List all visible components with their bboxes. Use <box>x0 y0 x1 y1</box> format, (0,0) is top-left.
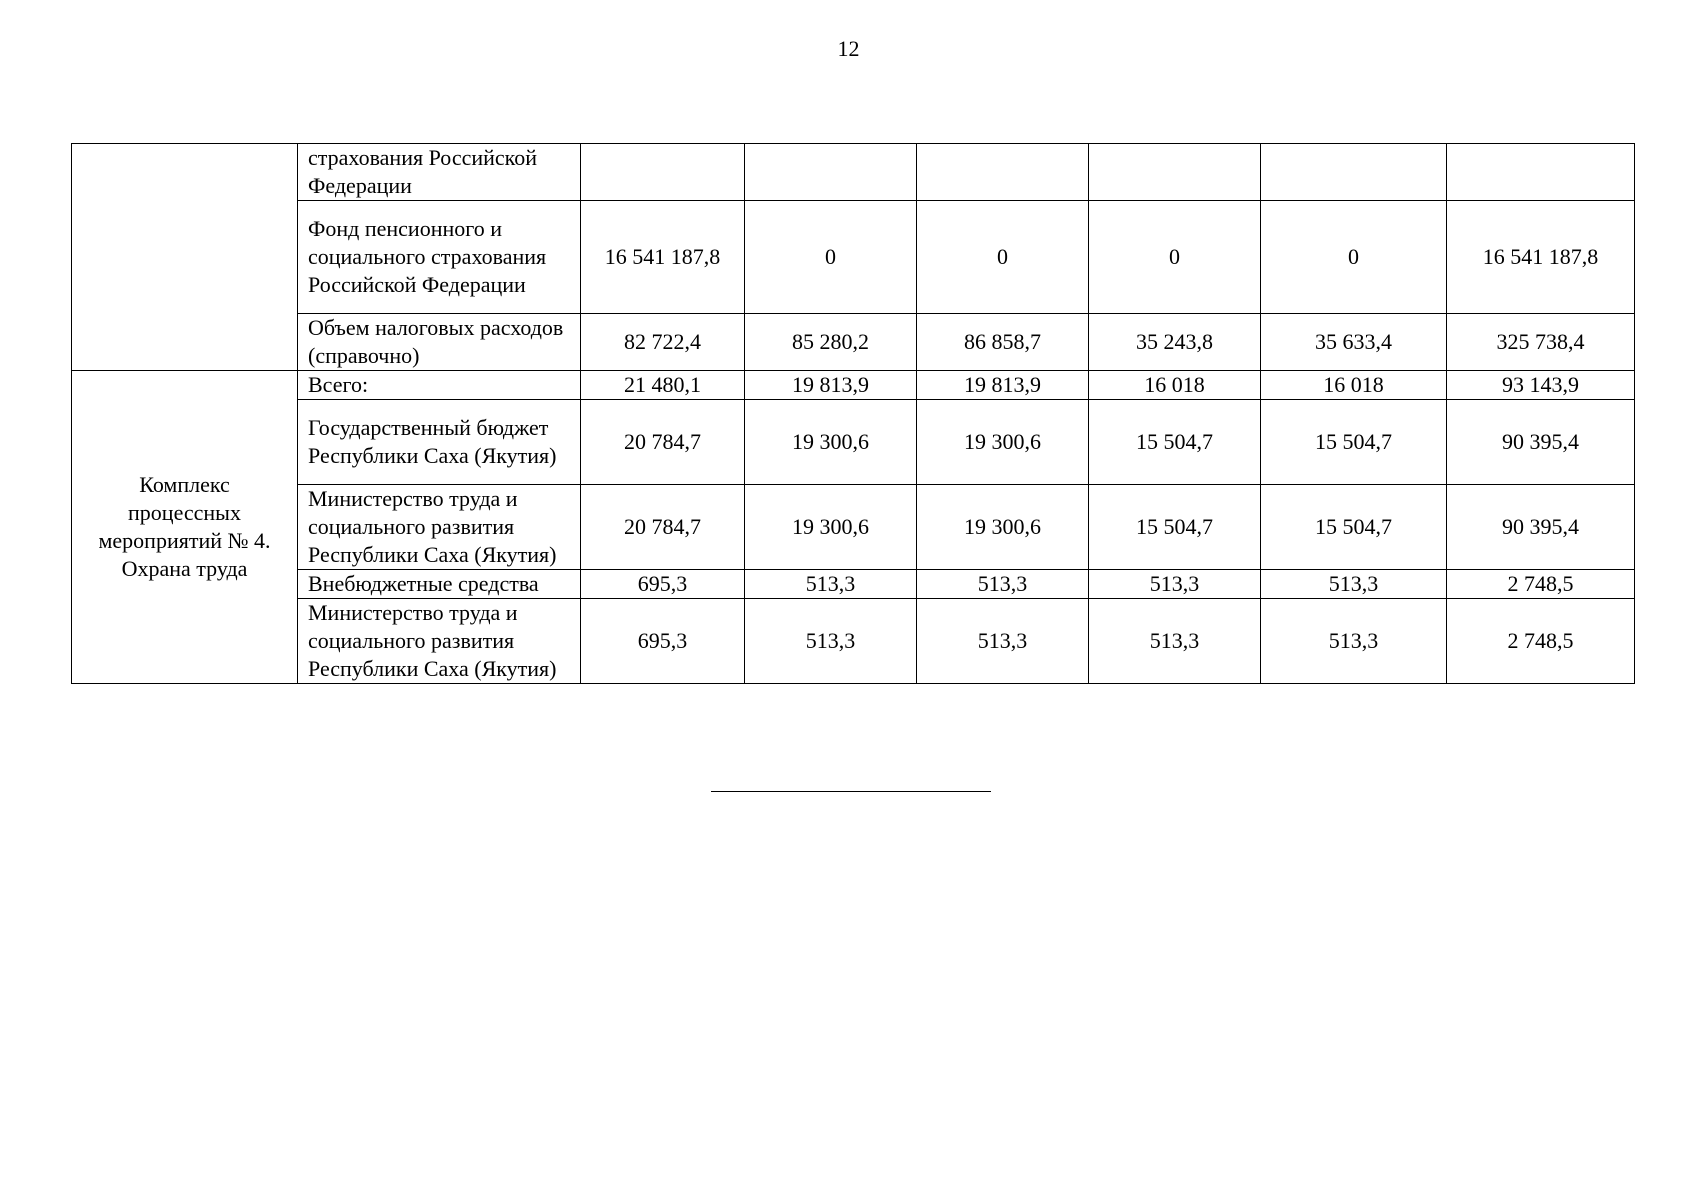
program-cell <box>72 144 298 371</box>
value-cell: 82 722,4 <box>581 314 745 371</box>
end-of-document-line <box>711 791 991 792</box>
value-cell <box>1261 144 1447 201</box>
value-cell: 513,3 <box>917 570 1089 599</box>
value-cell <box>1089 144 1261 201</box>
value-cell: 513,3 <box>745 599 917 684</box>
table-row <box>72 485 1635 570</box>
total-cell: 93 143,9 <box>1447 371 1635 400</box>
funding-source-cell: Объем налоговых расходов (справочно) <box>298 314 581 371</box>
value-cell: 16 018 <box>1261 371 1447 400</box>
table-row <box>72 400 1635 485</box>
value-cell: 19 300,6 <box>917 485 1089 570</box>
funding-source-cell: страхования Российской Федерации <box>298 144 581 201</box>
total-cell: 16 541 187,8 <box>1447 201 1635 314</box>
table-row <box>72 201 1635 314</box>
value-cell: 35 633,4 <box>1261 314 1447 371</box>
value-cell: 0 <box>1261 201 1447 314</box>
value-cell: 21 480,1 <box>581 371 745 400</box>
value-cell: 19 300,6 <box>917 400 1089 485</box>
value-cell: 15 504,7 <box>1261 485 1447 570</box>
value-cell: 19 813,9 <box>745 371 917 400</box>
value-cell: 513,3 <box>1261 599 1447 684</box>
value-cell <box>581 144 745 201</box>
value-cell: 513,3 <box>1089 570 1261 599</box>
funding-source-cell: Фонд пенсионного и социального страхования Российской Федерации <box>298 201 581 314</box>
value-cell: 19 813,9 <box>917 371 1089 400</box>
page-number: 12 <box>837 36 860 61</box>
value-cell: 695,3 <box>581 599 745 684</box>
value-cell: 20 784,7 <box>581 400 745 485</box>
value-cell: 86 858,7 <box>917 314 1089 371</box>
value-cell <box>917 144 1089 201</box>
program-cell: Комплекс процессных мероприятий № 4. Охрана труда <box>72 371 298 684</box>
value-cell: 513,3 <box>1261 570 1447 599</box>
value-cell: 15 504,7 <box>1261 400 1447 485</box>
value-cell: 16 018 <box>1089 371 1261 400</box>
value-cell: 0 <box>745 201 917 314</box>
value-cell: 0 <box>1089 201 1261 314</box>
budget-table <box>71 143 1635 684</box>
table-row <box>72 599 1635 684</box>
table-row <box>72 314 1635 371</box>
funding-source-cell: Министерство труда и социального развития Республики Саха (Якутия) <box>298 599 581 684</box>
value-cell: 16 541 187,8 <box>581 201 745 314</box>
value-cell: 20 784,7 <box>581 485 745 570</box>
value-cell: 513,3 <box>1089 599 1261 684</box>
total-cell: 325 738,4 <box>1447 314 1635 371</box>
table-row <box>72 570 1635 599</box>
value-cell: 695,3 <box>581 570 745 599</box>
total-cell: 2 748,5 <box>1447 570 1635 599</box>
value-cell: 19 300,6 <box>745 400 917 485</box>
value-cell: 85 280,2 <box>745 314 917 371</box>
value-cell: 35 243,8 <box>1089 314 1261 371</box>
total-cell: 90 395,4 <box>1447 400 1635 485</box>
value-cell: 19 300,6 <box>745 485 917 570</box>
total-cell: 90 395,4 <box>1447 485 1635 570</box>
funding-source-cell: Государственный бюджет Республики Саха (Якутия) <box>298 400 581 485</box>
total-cell: 2 748,5 <box>1447 599 1635 684</box>
value-cell: 0 <box>917 201 1089 314</box>
value-cell: 513,3 <box>745 570 917 599</box>
table-row <box>72 144 1635 201</box>
funding-source-cell: Министерство труда и социального развития Республики Саха (Якутия) <box>298 485 581 570</box>
value-cell: 15 504,7 <box>1089 485 1261 570</box>
value-cell: 15 504,7 <box>1089 400 1261 485</box>
value-cell: 513,3 <box>917 599 1089 684</box>
value-cell <box>745 144 917 201</box>
funding-source-cell: Всего: <box>298 371 581 400</box>
total-cell <box>1447 144 1635 201</box>
funding-source-cell: Внебюджетные средства <box>298 570 581 599</box>
table-row <box>72 371 1635 400</box>
